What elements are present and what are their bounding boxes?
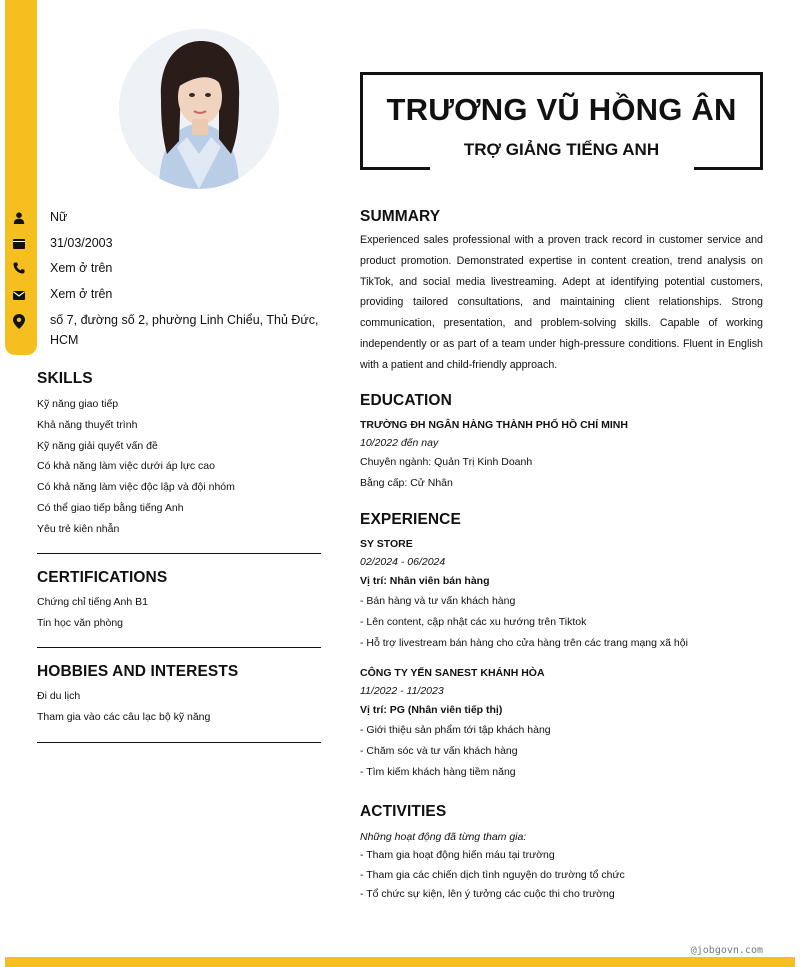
contact-list [0, 208, 330, 350]
contact-phone[interactable]: Xem ở trên [0, 259, 330, 285]
location-icon [11, 313, 27, 329]
accent-bottom-bar [5, 957, 795, 967]
job-duty: - Giới thiệu sản phẩm tới tập khách hàng [360, 724, 551, 737]
job-duty: - Chăm sóc và tư vấn khách hàng [360, 745, 518, 758]
company-name: SY STORE [360, 538, 413, 550]
list-item: Đi du lịch [37, 690, 81, 702]
job-entry [360, 664, 763, 782]
list-item: Khả năng thuyết trình [37, 418, 138, 431]
summary-section [360, 208, 763, 376]
watermark: @jobgovn.com [690, 945, 763, 956]
avatar [119, 29, 279, 189]
job-position: Vị trí: Nhân viên bán hàng [360, 575, 490, 587]
section-divider [37, 647, 321, 648]
list-item: Tham gia vào các câu lạc bộ kỹ năng [37, 710, 211, 723]
job-duty: - Tìm kiếm khách hàng tiềm năng [360, 765, 516, 778]
list-item: Tin học văn phòng [37, 616, 124, 629]
section-divider [37, 742, 321, 743]
header-frame-gap [430, 166, 694, 172]
education-title: EDUCATION [360, 392, 452, 409]
job-entry [360, 535, 763, 653]
list-item: Có khả năng làm việc độc lập và đội nhóm [37, 481, 235, 494]
job-duty: - Lên content, cập nhật các xu hướng trên Tiktok [360, 615, 587, 628]
job-duty: - Bán hàng và tư vấn khách hàng [360, 595, 516, 607]
skills-section [37, 370, 321, 540]
certifications-list [37, 592, 321, 634]
activities-intro: Những hoạt động đã từng tham gia: [360, 831, 527, 843]
calendar-icon [11, 236, 27, 252]
company-name: CÔNG TY YẾN SANEST KHÁNH HÒA [360, 667, 545, 680]
activities-title: ACTIVITIES [360, 803, 447, 820]
certifications-section [37, 569, 321, 634]
education-section [360, 392, 763, 494]
list-item: Yêu trẻ kiên nhẫn [37, 522, 120, 535]
contact-email[interactable]: Xem ở trên [0, 285, 330, 311]
list-item: Có thể giao tiếp bằng tiếng Anh [37, 501, 184, 514]
person-icon [11, 210, 27, 226]
education-degree: Bằng cấp: Cử Nhân [360, 476, 453, 489]
section-divider [37, 553, 321, 554]
job-position: Vị trí: PG (Nhân viên tiếp thị) [360, 704, 503, 717]
education-major: Chuyên ngành: Quản Trị Kinh Doanh [360, 456, 533, 468]
phone-icon [11, 260, 27, 276]
list-item: - Tổ chức sự kiện, lên ý tưởng các cuộc thi cho trường [360, 888, 615, 900]
job-date: 11/2022 - 11/2023 [360, 685, 444, 698]
hobbies-section [37, 663, 321, 728]
school-name: TRƯỜNG ĐH NGÂN HÀNG THÀNH PHỐ HỒ CHÍ MINH [360, 419, 628, 431]
experience-section [360, 511, 763, 783]
education-date: 10/2022 đến nay [360, 437, 439, 449]
email-icon [11, 287, 27, 303]
contact-address: số 7, đường số 2, phường Linh Chiểu, Thủ Đức, HCM [0, 311, 330, 350]
job-date: 02/2024 - 06/2024 [360, 556, 446, 568]
activities-section [360, 803, 763, 905]
candidate-name: TRƯƠNG VŨ HỒNG ÂN [386, 92, 737, 127]
skills-title: SKILLS [37, 370, 93, 387]
candidate-role: TRỢ GIẢNG TIẾNG ANH [463, 140, 660, 159]
job-duty: - Hỗ trợ livestream bán hàng cho cửa hàng trên các trang mạng xã hội [360, 636, 688, 649]
hobbies-list [37, 686, 321, 728]
list-item: Kỹ năng giải quyết vấn đề [37, 439, 158, 452]
summary-title: SUMMARY [360, 208, 441, 225]
certifications-title: CERTIFICATIONS [37, 569, 168, 586]
experience-title: EXPERIENCE [360, 511, 461, 528]
skills-list [37, 394, 321, 540]
list-item: Kỹ năng giao tiếp [37, 398, 119, 410]
list-item: Chứng chỉ tiếng Anh B1 [37, 596, 148, 608]
hobbies-title: HOBBIES AND INTERESTS [37, 663, 239, 680]
list-item: - Tham gia hoạt động hiến máu tại trường [360, 849, 555, 861]
summary-text: Experienced sales professional with a proven track record in customer service and product promotion. Demonstrated expertise in content creation, trend analysis on TikTok, and social media livestreaming. Adept at identifying potential customers, providing tailored consultations, and maintaining client relationships. Strong communication, presentation, and problem-solving skills. Capable of working independently or as part of a team under high-pressure conditions. Fluent in English with a patient and child-friendly approach. [360, 234, 763, 371]
contact-birthday: 31/03/2003 [0, 234, 330, 259]
list-item: Có khả năng làm việc dưới áp lực cao [37, 460, 215, 473]
contact-gender: Nữ [0, 208, 330, 234]
list-item: - Tham gia các chiến dịch tình nguyện do trường tổ chức [360, 868, 625, 881]
